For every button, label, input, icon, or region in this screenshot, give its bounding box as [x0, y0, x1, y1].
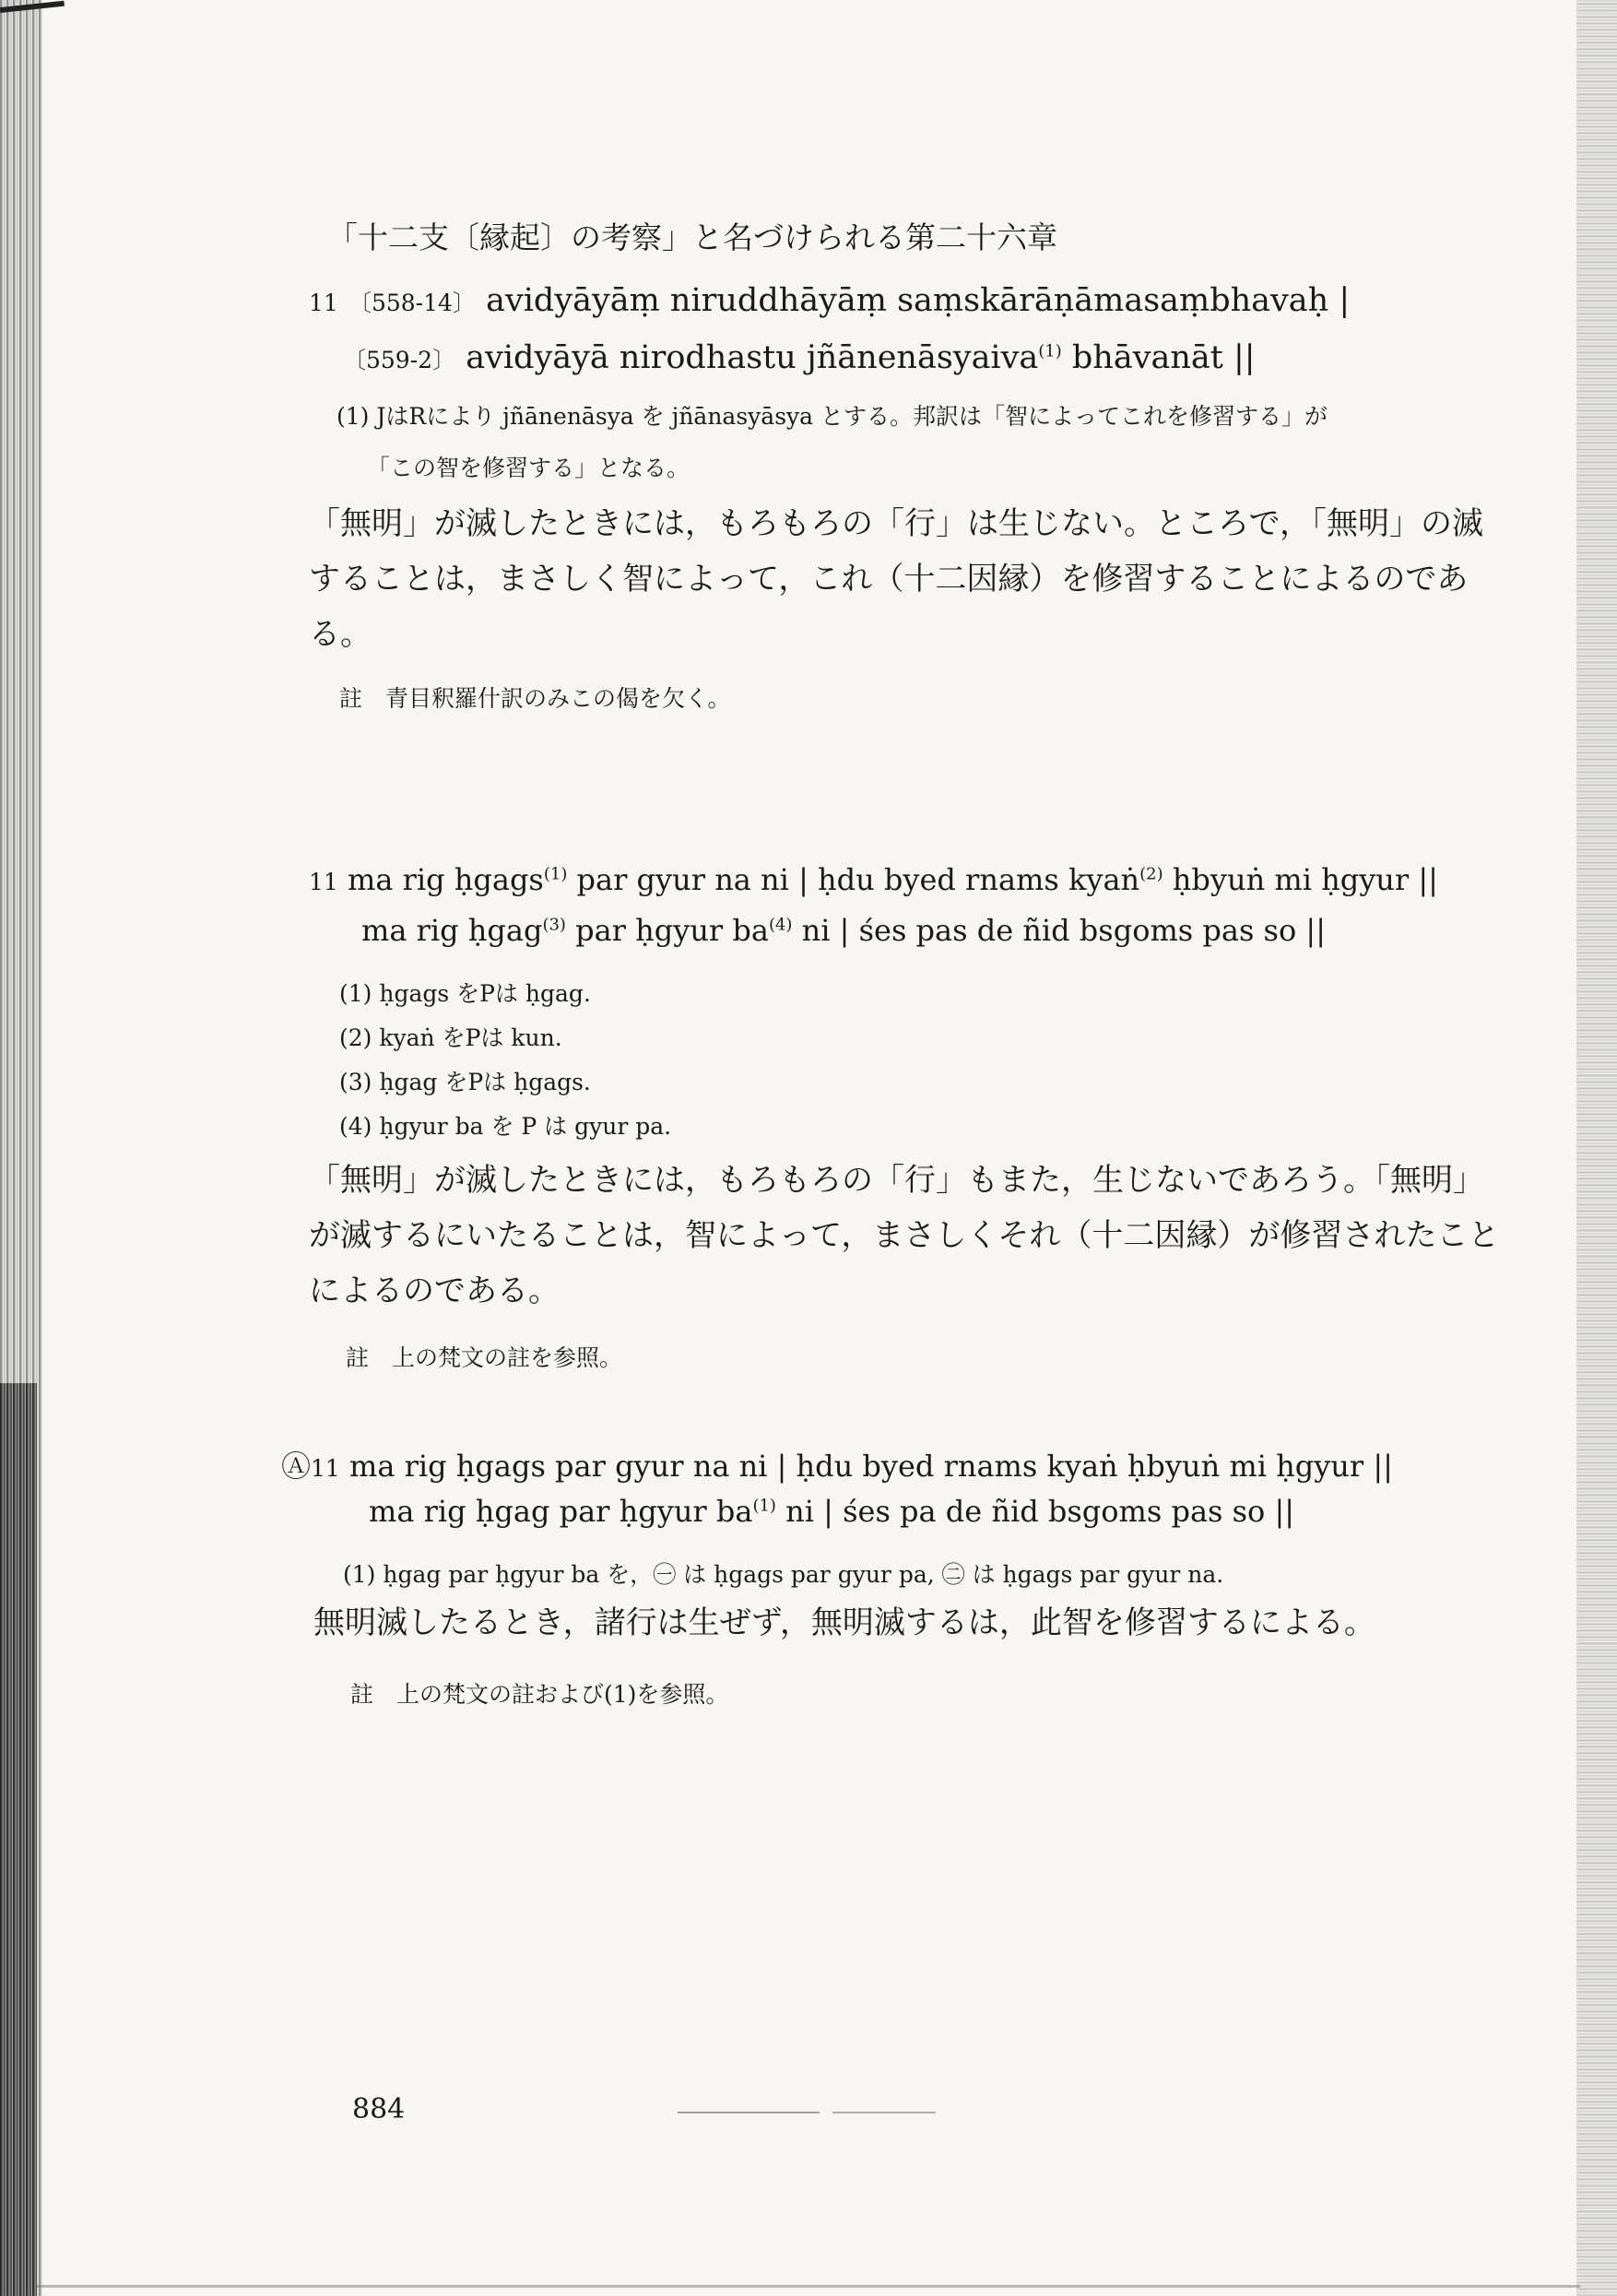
tibetan-comment: 註 上の梵文の註を参照。 [346, 1344, 623, 1371]
footnote-marker: (2) [1139, 864, 1163, 884]
tibetan-text: ni | śes pas de ñid bsgoms pas so || [792, 913, 1326, 948]
sanskrit-line-2 [343, 339, 1256, 376]
footnote-text: JはRにより jñānenāsya を jñānasyāsya とする。邦訳は「智によってこれを修習する」が [376, 403, 1328, 430]
tibetan-footnote: (4) ḥgyur ba を P は gyur pa. [339, 1113, 672, 1140]
sanskrit-text: bhāvanāt || [1061, 339, 1256, 376]
page-number: 884 [352, 2093, 406, 2125]
commentary-line-2 [369, 1494, 1294, 1529]
scan-bottom-edge [37, 2285, 1580, 2288]
sanskrit-comment: 註 青目釈羅什訳のみこの偈を欠く。 [339, 685, 731, 712]
sanskrit-text: avidyāyā nirodhastu jñānenāsyaiva [466, 339, 1039, 376]
sanskrit-line-1 [309, 282, 1350, 319]
tibetan-text: ma rig ḥgags par gyur na ni | ḥdu byed rnams kyaṅ ḥbyuṅ mi ḥgyur || [349, 1449, 1393, 1484]
tibetan-text: par gyur na ni | ḥdu byed rnams kyaṅ [567, 862, 1140, 897]
tibetan-footnote: (1) ḥgags をPは ḥgag. [339, 980, 591, 1007]
scan-shadow-left-dark [0, 1383, 37, 2296]
page-reference: 〔559-2〕 [343, 347, 456, 373]
page-reference: 〔558-14〕 [348, 290, 476, 316]
footnote-marker: (1) [1038, 341, 1062, 361]
tibetan-footnote: (3) ḥgag をPは ḥgags. [339, 1069, 591, 1095]
sanskrit-footnote-cont: 「この智を修習する」となる。 [367, 455, 690, 481]
tibetan-footnote: (2) kyaṅ をPは kun. [339, 1024, 562, 1051]
tibetan-text: ḥbyuṅ mi ḥgyur || [1163, 862, 1438, 897]
chapter-title: 「十二支〔縁起〕の考察」と名づけられる第二十六章 [327, 219, 1057, 255]
commentary-footnote: (1) ḥgag par ḥgyur ba を，㊀ は ḥgags par gyur pa, ㊁ は ḥgags par gyur na. [343, 1561, 1224, 1588]
commentary-marker: Ⓐ [281, 1449, 312, 1484]
verse-number: 11 [311, 1455, 340, 1482]
commentary-comment: 註 上の梵文の註および(1)を参照。 [350, 1681, 729, 1708]
verse-number: 11 [309, 290, 338, 316]
commentary-translation: 無明滅したるとき，諸行は生ぜず，無明滅するは，此智を修習するによる。 [313, 1604, 1375, 1641]
tibetan-text: ma rig ḥgag par ḥgyur ba [369, 1494, 753, 1529]
footnote-marker: (1) [752, 1496, 776, 1516]
sanskrit-text: avidyāyāṃ niruddhāyāṃ saṃskārāṇāmasaṃbhavaḥ | [486, 282, 1351, 319]
tibetan-line-2 [361, 913, 1326, 948]
tibetan-text: par ḥgyur ba [565, 913, 769, 948]
verse-number: 11 [309, 869, 338, 895]
scan-shadow-right [1576, 0, 1617, 2296]
commentary-line-1 [281, 1443, 1393, 1485]
pencil-mark [678, 2112, 936, 2113]
footnote-marker: (1) [543, 864, 568, 884]
sanskrit-footnote [336, 398, 1328, 432]
tibetan-translation: 「無明」が滅したときには，もろもろの「行」もまた，生じないであろう。「無明」が滅するにいたることは，智によって，まさしくそれ（十二因縁）が修習されたことによるのである。 [309, 1162, 1500, 1309]
footnote-marker: (3) [542, 915, 566, 935]
tibetan-text: ma rig ḥgag [361, 913, 543, 948]
tibetan-text: ni | śes pa de ñid bsgoms pas so || [775, 1494, 1295, 1529]
footnote-marker: (1) [336, 403, 370, 430]
tibetan-text: ma rig ḥgags [347, 862, 544, 897]
tibetan-line-1 [309, 862, 1438, 897]
sanskrit-translation: 「無明」が滅したときには，もろもろの「行」は生じない。ところで，「無明」の滅することは，まさしく智によって，これ（十二因縁）を修習することによるのである。 [309, 505, 1483, 653]
footnote-marker: (4) [768, 915, 793, 935]
